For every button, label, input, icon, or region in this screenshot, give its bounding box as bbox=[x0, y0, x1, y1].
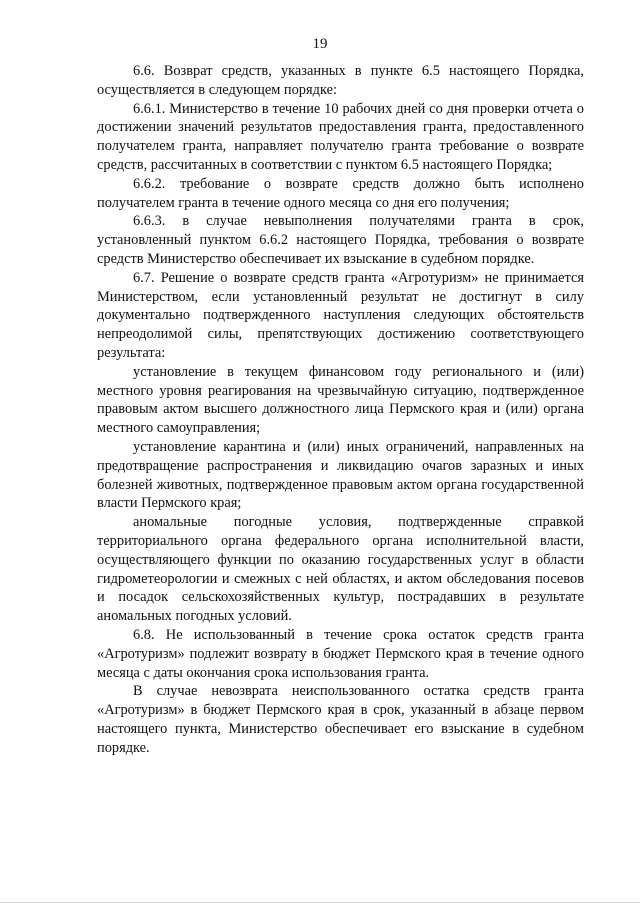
scan-bottom-edge bbox=[0, 902, 640, 903]
paragraph-6-7: 6.7. Решение о возврате средств гранта «Агротуризм» не принимается Министерством, если установленный результат не достигнут в силу документально подтвержденного наступления следующих обстоятельств непреодолимой силы, препятствующих достижению соответствующего результата: bbox=[97, 269, 584, 361]
paragraph-6-8-nonreturn: В случае невозврата неиспользованного остатка средств гранта «Агротуризм» в бюджет Пермского края в срок, указанный в абзаце первом настоящего пункта, Министерство обеспечивает его взыскание в судебном порядке. bbox=[97, 683, 584, 756]
paragraph-6-7-quarantine: установление карантина и (или) иных ограничений, направленных на предотвращение распространения и ликвидацию очагов заразных и иных болезней животных, подтвержденное правовым актом органа государственной власти Пермского края; bbox=[97, 438, 584, 512]
paragraph-6-6-3: 6.6.3. в случае невыполнения получателями гранта в срок, установленный пунктом 6.6.2 настоящего Порядка, требования о возврате средств Министерство обеспечивает их взыскание в судебном порядке. bbox=[97, 213, 584, 267]
page-number: 19 bbox=[312, 36, 328, 52]
paragraph-6-6: 6.6. Возврат средств, указанных в пункте 6.5 настоящего Порядка, осуществляется в следующем порядке: bbox=[97, 63, 584, 98]
paragraph-6-7-weather: аномальные погодные условия, подтвержденные справкой территориального органа федерального органа исполнительной власти, осуществляющего функции по оказанию государственных услуг в области гидрометеорологии и смежных с ней областях, и актом обследования посевов и посадок сельскохозяйственных культур, пострадавших в результате аномальных погодных условий. bbox=[97, 514, 584, 625]
paragraph-6-8: 6.8. Не использованный в течение срока остаток средств гранта «Агротуризм» подлежит возврату в бюджет Пермского края в течение одного месяца с даты окончания срока использования гранта. bbox=[97, 626, 584, 681]
paragraph-6-7-emergency: установление в текущем финансовом году регионального и (или) местного уровня реагирования на чрезвычайную ситуацию, подтвержденное правовым актом высшего должностного лица Пермского края и (или) органа местного самоуправления; bbox=[97, 363, 584, 437]
document-body bbox=[97, 62, 584, 757]
paragraph-6-6-1: 6.6.1. Министерство в течение 10 рабочих дней со дня проверки отчета о достижении значений результатов предоставления гранта, предоставленного получателем гранта, направляет получателю гранта требование о возврате средств, рассчитанных в соответствии с пунктом 6.5 настоящего Порядка; bbox=[97, 100, 584, 173]
paragraph-6-6-2: 6.6.2. требование о возврате средств должно быть исполнено получателем гранта в течение одного месяца со дня его получения; bbox=[97, 175, 584, 211]
